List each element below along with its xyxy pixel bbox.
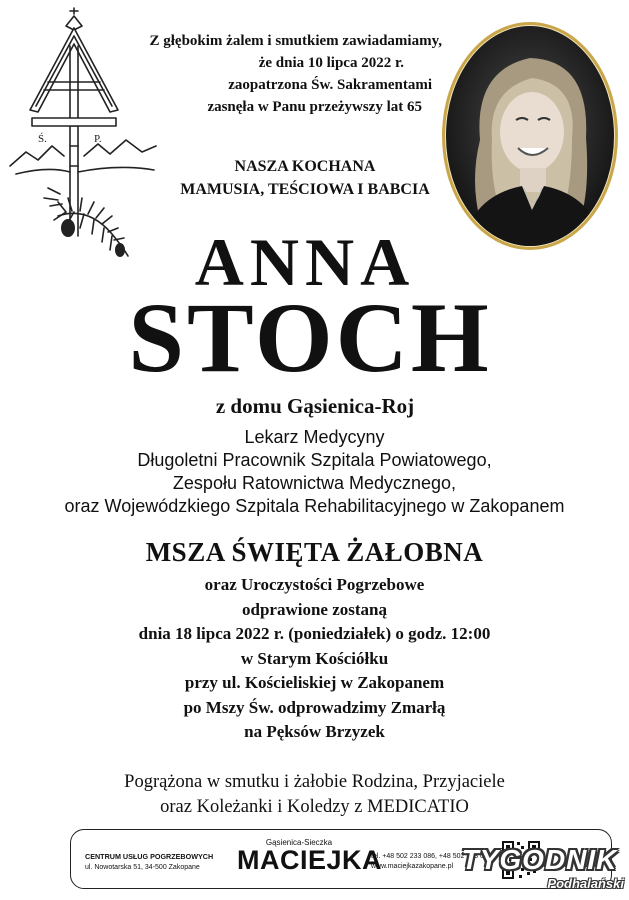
deceased-last-name: STOCH: [128, 282, 492, 393]
mass-line: na Pęksów Brzyzek: [244, 722, 385, 741]
portrait-photo: [440, 20, 620, 252]
relation-line-1: NASZA KOCHANA: [234, 158, 376, 175]
intro-line: Z głębokim żalem i smutkiem zawiadamiamy,: [149, 33, 442, 49]
career-line: Lekarz Medycyny: [244, 427, 385, 447]
relation-heading: [160, 155, 450, 201]
cross-illustration-icon: [8, 6, 158, 278]
mass-line: oraz Uroczystości Pogrzebowe: [204, 575, 425, 594]
mourners-line-2: oraz Koleżanki i Koledzy z MEDICATIO: [160, 797, 469, 817]
mass-line: dnia 18 lipca 2022 r. (poniedziałek) o godz. 12:00: [138, 624, 491, 643]
mass-details: [0, 573, 629, 745]
funeral-home-website: www.maciejkazakopane.pl: [371, 863, 454, 870]
funeral-home-address: ul. Nowotarska 51, 34-500 Zakopane: [85, 864, 200, 871]
brand-subtitle: Gąsienica-Sieczka: [265, 838, 333, 847]
funeral-home-company: CENTRUM USŁUG POGRZEBOWYCH: [85, 852, 214, 861]
maiden-name: z domu Gąsienica-Roj: [215, 394, 415, 418]
watermark-main: TYGODNIK: [461, 844, 618, 875]
mass-line: odprawione zostaną: [242, 599, 387, 619]
watermark-sub: Podhalański: [547, 876, 624, 891]
funeral-home-phone: tel. +48 502 233 086, +48 502 233 089: [371, 853, 492, 860]
mass-line: przy ul. Kościeliskiej w Zakopanem: [184, 673, 445, 692]
career-line: Długoletni Pracownik Szpitala Powiatowego,: [137, 450, 492, 470]
intro-line: że dnia 10 lipca 2022 r.: [258, 55, 404, 71]
relation-line-2: MAMUSIA, TEŚCIOWA I BABCIA: [180, 181, 430, 198]
career-description: [0, 426, 629, 518]
newspaper-watermark: [452, 842, 627, 898]
deceased-first-name: ANNA: [194, 224, 416, 300]
mourners-line-1: Pogrążona w smutku i żałobie Rodzina, Przyjaciele: [124, 772, 505, 792]
career-line: Zespołu Ratownictwa Medycznego,: [172, 473, 457, 493]
intro-line: zasnęła w Panu przeżywszy lat 65: [207, 99, 422, 115]
funeral-home-info: [85, 852, 230, 873]
cross-letter-right: P.: [94, 133, 102, 145]
brand-logo: MACIEJKA: [237, 845, 383, 875]
mass-line: po Mszy Św. odprowadzimy Zmarłą: [183, 697, 446, 717]
announcement-intro: [142, 30, 442, 118]
mass-title: MSZA ŚWIĘTA ŻAŁOBNA: [145, 537, 484, 567]
intro-line: zaopatrzona Św. Sakramentami: [228, 77, 432, 93]
cross-letter-left: Ś.: [38, 133, 47, 145]
career-line: oraz Wojewódzkiego Szpitala Rehabilitacyjnego w Zakopanem: [64, 496, 565, 516]
mourners-signature: [0, 770, 629, 820]
mass-line: w Starym Kościółku: [240, 648, 389, 668]
